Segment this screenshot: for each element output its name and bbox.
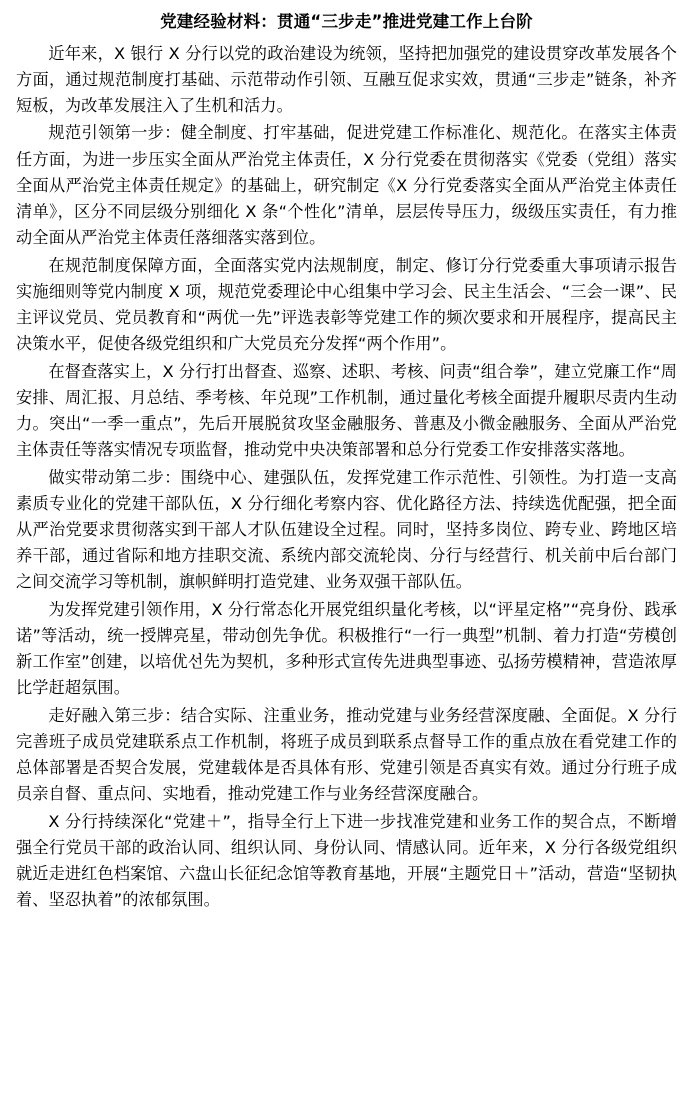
paragraph: 走好融入第三步：结合实际、注重业务，推动党建与业务经营深度融、全面促。X 分行完善班子成员党建联系点工作机制，将班子成员到联系点督导工作的重点放在看党建工作的总体部署是否契合发展，党建载体是否具体有形、党建引领是否真实有效。通过分行班子成员亲自督、重点问、实地看，推动党建工作与业务经营深度融合。 — [16, 705, 677, 804]
paragraph: 做实带动第二步：围绕中心、建强队伍，发挥党建工作示范性、引领性。为打造一支高素质专业化的党建干部队伍，X 分行细化考察内容、优化路径方法、持续选优配强，把全面从严治党要求贯彻落实到干部人才队伍建设全过程。同时，坚持多岗位、跨专业、跨地区培养干部，通过省际和地方挂职交流、系统内部交流轮岗、分行与经营行、机关前中后台部门之间交流学习等机制，旗帜鲜明打造党建、业务双强干部队伍。 — [16, 467, 677, 592]
paragraph: 规范引领第一步：健全制度、打牢基础，促进党建工作标准化、规范化。在落实主体责任方面，为进一步压实全面从严治党主体责任，X 分行党委在贯彻落实《党委（党组）落实全面从严治党主体责任规定》的基础上，研究制定《X 分行党委落实全面从严治党主体责任清单》，区分不同层级分别细化 X 条“个性化”清单，层层传导压力，级级压实责任，有力推动全面从严治党主体责任落细落实落到位。 — [16, 123, 677, 248]
paragraph: 在规范制度保障方面，全面落实党内法规制度，制定、修订分行党委重大事项请示报告实施细则等党内制度 X 项，规范党委理论中心组集中学习会、民主生活会、“三会一课”、民主评议党员、党员教育和“两优一先”评选表彰等党建工作的频次要求和开展程序，提高民主决策水平，促使各级党组织和广大党员充分发挥“两个作用”。 — [16, 255, 677, 354]
paragraph: X 分行持续深化“党建＋”，指导全行上下进一步找准党建和业务工作的契合点，不断增强全行党员干部的政治认同、组织认同、身份认同、情感认同。近年来，X 分行各级党组织就近走进红色档案馆、六盘山长征纪念馆等教育基地，开展“主题党日＋”活动，营造“坚韧执着、坚忍执着”的浓郁氛围。 — [16, 811, 677, 910]
paragraph: 在督查落实上，X 分行打出督查、巡察、述职、考核、问责“组合拳”，建立党廉工作“周安排、周汇报、月总结、季考核、年兑现”工作机制，通过量化考核全面提升履职尽责内生动力。突出“一季一重点”，先后开展脱贫攻坚金融服务、普惠及小微金融服务、全面从严治党主体责任等落实情况专项监督，推动党中央决策部署和总分行党委工作安排落实落地。 — [16, 361, 677, 460]
paragraph: 近年来，X 银行 X 分行以党的政治建设为统领，坚持把加强党的建设贯穿改革发展各个方面，通过规范制度打基础、示范带动作引领、互融互促求实效，贯通“三步走”链条，补齐短板，为改革发展注入了生机和活力。 — [16, 43, 677, 116]
page-title: 党建经验材料：贯通“三步走”推进党建工作上台阶 — [160, 12, 533, 31]
paragraph: 为发挥党建引领作用，X 分行常态化开展党组织量化考核，以“评星定格”“亮身份、践承诺”等活动，统一授牌亮星，带动创先争优。积极推行“一行一典型”机制、着力打造“劳模创新工作室”创建，以培优선先为契机，多种形式宣传先进典型事迹、弘扬劳模精神，营造浓厚比学赶超氛围。 — [16, 599, 677, 698]
